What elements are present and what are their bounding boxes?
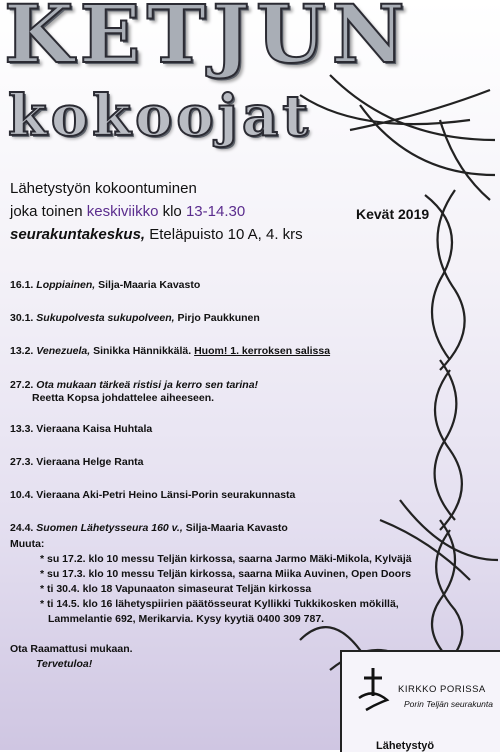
event-speaker: Pirjo Paukkunen [177, 312, 260, 324]
event-topic: Suomen Lähetysseura 160 v., [36, 522, 183, 534]
location-address: Eteläpuisto 10 A, 4. krs [149, 226, 303, 243]
event-date: 27.2. [10, 379, 34, 391]
misc-heading: Muuta: [10, 538, 45, 550]
schedule-prefix: joka toinen [10, 203, 83, 220]
event-item [10, 456, 430, 469]
event-item [10, 522, 430, 535]
closing-section [10, 642, 133, 672]
event-item [10, 279, 430, 292]
event-speaker: Silja-Maaria Kavasto [98, 279, 201, 291]
misc-item: * ti 30.4. klo 18 Vapunaaton simaseurat Teljän kirkossa [40, 583, 312, 595]
brand-box [340, 650, 500, 752]
meeting-title: Lähetystyön kokoontuminen [10, 180, 197, 197]
location-name: seurakuntakeskus, [10, 226, 146, 243]
brand-footer: Lähetystyö [376, 740, 435, 752]
event-item [10, 423, 430, 436]
event-topic: Venezuela, [36, 345, 91, 357]
event-list [10, 279, 430, 535]
event-date: 24.4. [10, 522, 34, 534]
meeting-location [10, 226, 490, 243]
time-prefix: klo [162, 203, 182, 220]
event-date: 30.1. [10, 312, 34, 324]
misc-section [10, 537, 440, 627]
event-topic: Loppiainen, [36, 279, 96, 291]
event-item [10, 345, 430, 358]
event-speaker: Sinikka Hännikkälä. [93, 345, 192, 357]
misc-item: * su 17.2. klo 10 messu Teljän kirkossa, saarna Jarmo Mäki-Mikola, Kylväjä [40, 553, 412, 565]
poster-subtitle: kokoojat [8, 83, 313, 149]
brand-name: KIRKKO PORISSA [398, 684, 486, 695]
misc-item: * su 17.3. klo 10 messu Teljän kirkossa, saarna Miika Auvinen, Open Doors [40, 568, 412, 580]
event-note: Huom! 1. kerroksen salissa [194, 345, 331, 357]
church-logo-icon [356, 666, 390, 712]
welcome-text: Tervetuloa! [36, 658, 93, 670]
event-text: Vieraana Helge Ranta [36, 456, 144, 468]
event-item [10, 312, 430, 325]
event-date: 27.3. [10, 456, 34, 468]
brand-subname: Porin Teljän seurakunta [404, 699, 493, 709]
season-label: Kevät 2019 [356, 206, 430, 222]
event-item [10, 489, 430, 502]
event-topic: Ota mukaan tärkeä ristisi ja kerro sen tarina! [36, 379, 259, 391]
poster-title: KETJUN [4, 0, 411, 81]
event-topic: Sukupolvesta sukupolveen, [36, 312, 175, 324]
misc-item-continuation: Lammelantie 692, Merikarvia. Kysy kyytiä 0400 309 787. [48, 613, 325, 625]
closing-line: Ota Raamattusi mukaan. [10, 643, 133, 655]
event-date: 16.1. [10, 279, 34, 291]
meeting-weekday: keskiviikko [86, 203, 159, 220]
event-text: Vieraana Kaisa Huhtala [36, 423, 153, 435]
event-date: 10.4. [10, 489, 34, 501]
meeting-time: 13-14.30 [185, 203, 246, 220]
event-speaker: Silja-Maaria Kavasto [185, 522, 288, 534]
event-detail: Reetta Kopsa johdattelee aiheeseen. [32, 392, 215, 404]
event-date: 13.3. [10, 423, 34, 435]
misc-item: * ti 14.5. klo 16 lähetyspiirien päätösseurat Kyllikki Tukkikosken mökillä, [40, 598, 399, 610]
event-date: 13.2. [10, 345, 34, 357]
event-item [10, 379, 430, 392]
event-text: Vieraana Aki-Petri Heino Länsi-Porin seurakunnasta [36, 489, 296, 501]
